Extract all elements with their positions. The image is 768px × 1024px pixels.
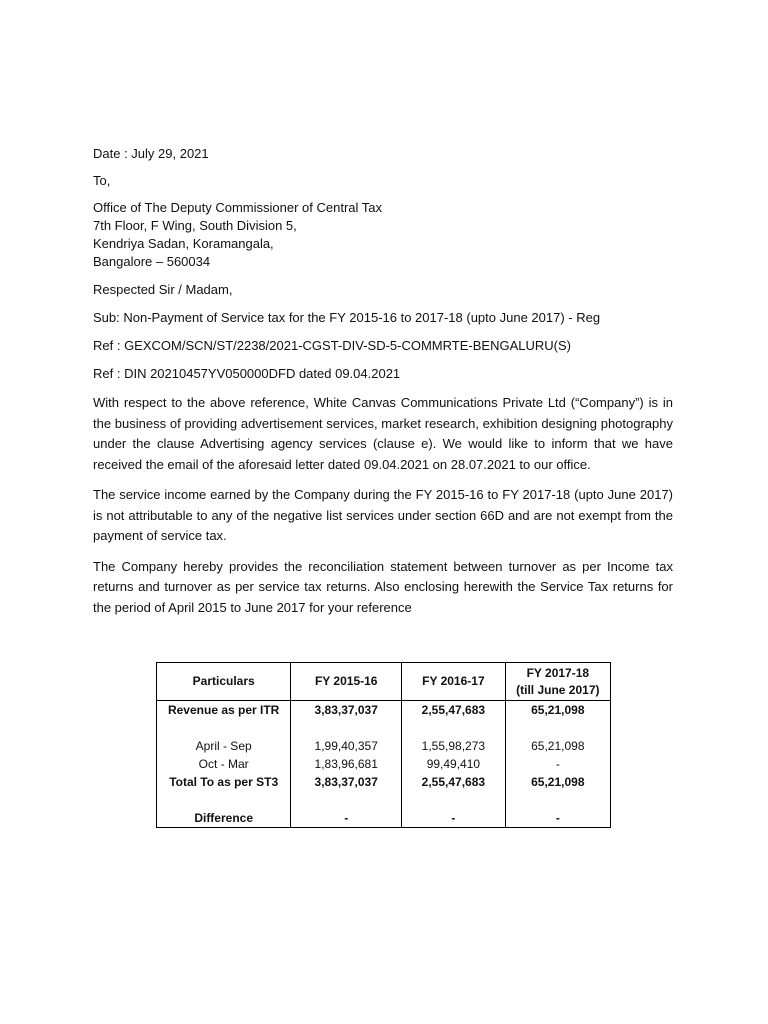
- table-cell: -: [505, 755, 610, 773]
- table-cell: Total To as per ST3: [157, 773, 291, 791]
- table-row: [157, 737, 611, 755]
- address-line: Office of The Deputy Commissioner of Central Tax: [93, 200, 383, 215]
- reconciliation-table: [156, 662, 611, 828]
- header-fy-2016-17: FY 2016-17: [402, 663, 506, 701]
- table-cell: -: [505, 809, 610, 828]
- table-cell: Difference: [157, 809, 291, 828]
- table-row: [157, 701, 611, 720]
- address-line: Kendriya Sadan, Koramangala,: [93, 236, 274, 251]
- table-row: [157, 809, 611, 828]
- table-cell: -: [291, 809, 402, 828]
- table-cell: 3,83,37,037: [291, 701, 402, 720]
- address-line: 7th Floor, F Wing, South Division 5,: [93, 218, 297, 233]
- table-cell: [291, 719, 402, 737]
- table-cell: [402, 791, 506, 809]
- paragraph-1: With respect to the above reference, White Canvas Communications Private Ltd (“Company”) is in the business of providing advertisement services, market research, exhibition designing photography under the clause Advertising agency services (clause e). We would like to inform that we have received the email of the aforesaid letter dated 09.04.2021 on 28.07.2021 to our office.: [93, 395, 673, 472]
- table-cell: [505, 719, 610, 737]
- table-cell: Oct - Mar: [157, 755, 291, 773]
- table-cell: Revenue as per ITR: [157, 701, 291, 720]
- table-cell: -: [402, 809, 506, 828]
- salutation: Respected Sir / Madam,: [93, 282, 233, 297]
- table-cell: 1,83,96,681: [291, 755, 402, 773]
- subject-line: Sub: Non-Payment of Service tax for the FY 2015-16 to 2017-18 (upto June 2017) - Reg: [93, 310, 601, 325]
- table-cell: 3,83,37,037: [291, 773, 402, 791]
- table-row: [157, 755, 611, 773]
- letter-body: [93, 145, 673, 628]
- table-row: [157, 773, 611, 791]
- letter-to: To,: [93, 173, 111, 188]
- reference-line-2: Ref : DIN 20210457YV050000DFD dated 09.04.2021: [93, 366, 401, 381]
- table-header-row: [157, 663, 611, 701]
- header-fy-2017-18-label: FY 2017-18: [526, 665, 590, 680]
- header-fy-2017-18: [505, 663, 610, 701]
- reference-line-1: Ref : GEXCOM/SCN/ST/2238/2021-CGST-DIV-SD-5-COMMRTE-BENGALURU(S): [93, 338, 571, 353]
- table-cell: 65,21,098: [505, 737, 610, 755]
- address-line: Bangalore – 560034: [93, 254, 211, 269]
- table-cell: 2,55,47,683: [402, 773, 506, 791]
- paragraph-2: The service income earned by the Company during the FY 2015-16 to FY 2017-18 (upto June 2017) is not attributable to any of the negative list services under section 66D and are not exempt from the payment of service tax.: [93, 487, 673, 543]
- paragraph-3: The Company hereby provides the reconciliation statement between turnover as per Income tax returns and turnover as per service tax returns. Also enclosing herewith the Service Tax returns for the period of April 2015 to June 2017 for your reference: [93, 558, 673, 615]
- table-cell: 99,49,410: [402, 755, 506, 773]
- table-cell: [402, 719, 506, 737]
- table-cell: [157, 719, 291, 737]
- table-cell: 1,55,98,273: [402, 737, 506, 755]
- table-cell: 2,55,47,683: [402, 701, 506, 720]
- table-cell: 65,21,098: [505, 701, 610, 720]
- table-cell: 1,99,40,357: [291, 737, 402, 755]
- header-fy-2017-18-note: (till June 2017): [516, 682, 600, 697]
- table-row-spacer: [157, 719, 611, 737]
- recipient-address: [93, 199, 673, 271]
- table-row-spacer: [157, 791, 611, 809]
- table-cell: [505, 791, 610, 809]
- table-cell: [291, 791, 402, 809]
- table-cell: April - Sep: [157, 737, 291, 755]
- letter-date: Date : July 29, 2021: [93, 146, 209, 161]
- table-cell: [157, 791, 291, 809]
- header-fy-2015-16: FY 2015-16: [291, 663, 402, 701]
- table-cell: 65,21,098: [505, 773, 610, 791]
- header-particulars: Particulars: [157, 663, 291, 701]
